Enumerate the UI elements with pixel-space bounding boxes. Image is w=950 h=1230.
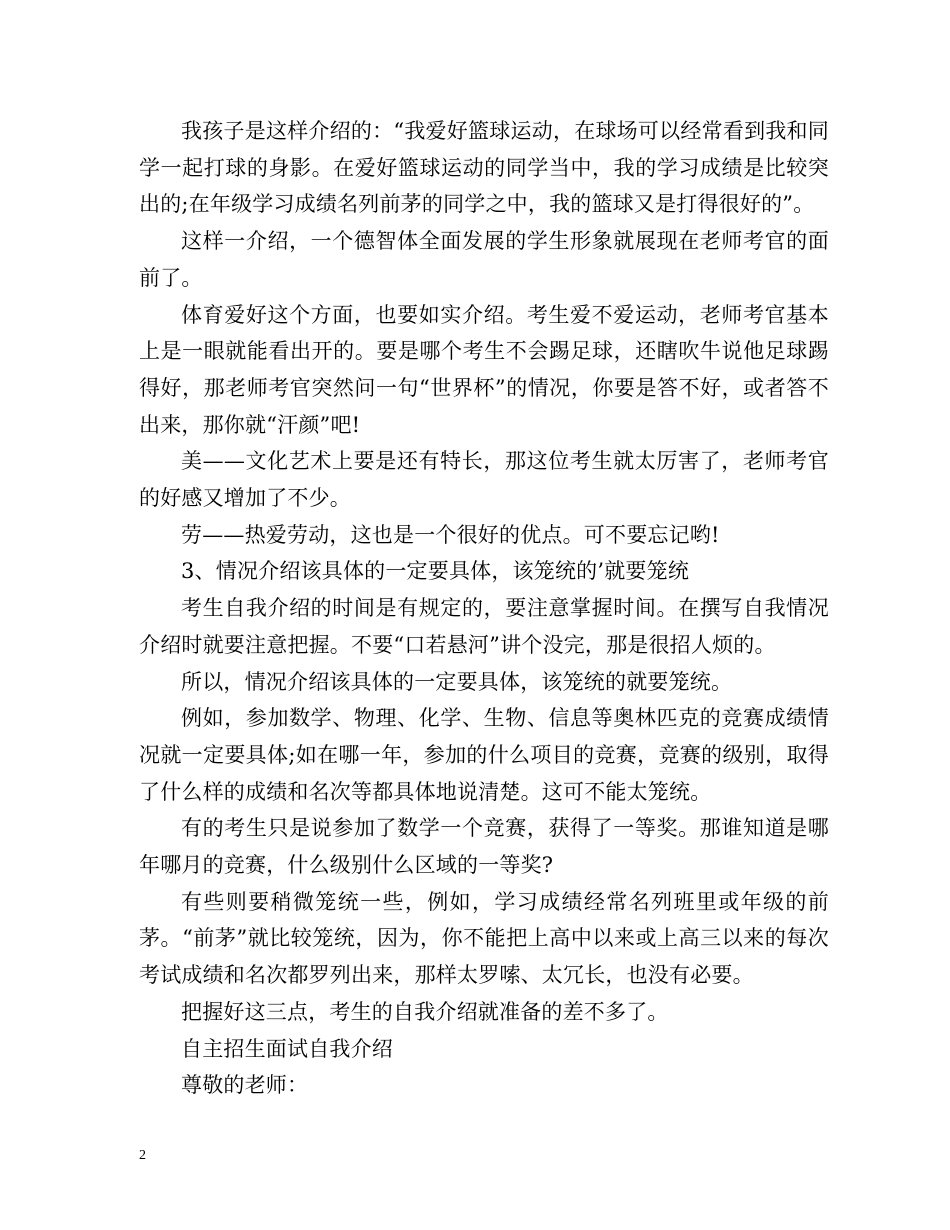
document-body [139,113,829,1104]
paragraph-7: 考生自我介绍的时间是有规定的，要注意掌握时间。在撰写自我情况介绍时就要注意把握。不要“口若悬河”讲个没完，那是很招人烦的。 [139,596,829,657]
essay-title: 自主招生面试自我介绍 [181,1036,393,1061]
paragraph-8: 所以，情况介绍该具体的一定要具体，该笼统的就要笼统。 [181,669,733,694]
paragraph-4: 美——文化艺术上要是还有特长，那这位考生就太厉害了，老师考官的好感又增加了不少。 [139,449,829,511]
paragraph-10: 有的考生只是说参加了数学一个竞赛，获得了一等奖。那谁知道是哪年哪月的竞赛，什么级别什么区域的一等奖? [139,816,829,878]
paragraph-11: 有些则要稍微笼统一些，例如，学习成绩经常名列班里或年级的前茅。“前茅”就比较笼统，因为，你不能把上高中以来或上高三以来的每次考试成绩和名次都罗列出来，那样太罗嗦、太冗长，也没有必要。 [139,889,829,988]
paragraph-9: 例如，参加数学、物理、化学、生物、信息等奥林匹克的竞赛成绩情况就一定要具体;如在哪一年，参加的什么项目的竞赛，竞赛的级别，取得了什么样的成绩和名次等都具体地说清楚。这可不能太笼统。 [139,706,829,804]
paragraph-1: 我孩子是这样介绍的：“我爱好篮球运动，在球场可以经常看到我和同学一起打球的身影。在爱好篮球运动的同学当中，我的学习成绩是比较突出的;在年级学习成绩名列前茅的同学之中，我的篮球又是打得很好的”。 [139,119,829,217]
paragraph-2: 这样一介绍，一个德智体全面发展的学生形象就展现在老师考官的面前了。 [139,229,829,290]
salutation: 尊敬的老师： [181,1073,309,1098]
paragraph-3: 体育爱好这个方面，也要如实介绍。考生爱不爱运动，老师考官基本上是一眼就能看出开的。要是哪个考生不会踢足球，还瞎吹牛说他足球踢得好，那老师考官突然问一句“世界杯”的情况，你要是答不好，或者答不出来，那你就“汗颜”吧! [139,302,829,437]
section-heading-3: 3、情况介绍该具体的一定要具体，该笼统的’就要笼统 [181,559,690,584]
paragraph-12: 把握好这三点，考生的自我介绍就准备的差不多了。 [181,999,669,1024]
paragraph-5: 劳——热爱劳动，这也是一个很好的优点。可不要忘记哟! [181,522,720,547]
page-number: 2 [139,1148,146,1163]
